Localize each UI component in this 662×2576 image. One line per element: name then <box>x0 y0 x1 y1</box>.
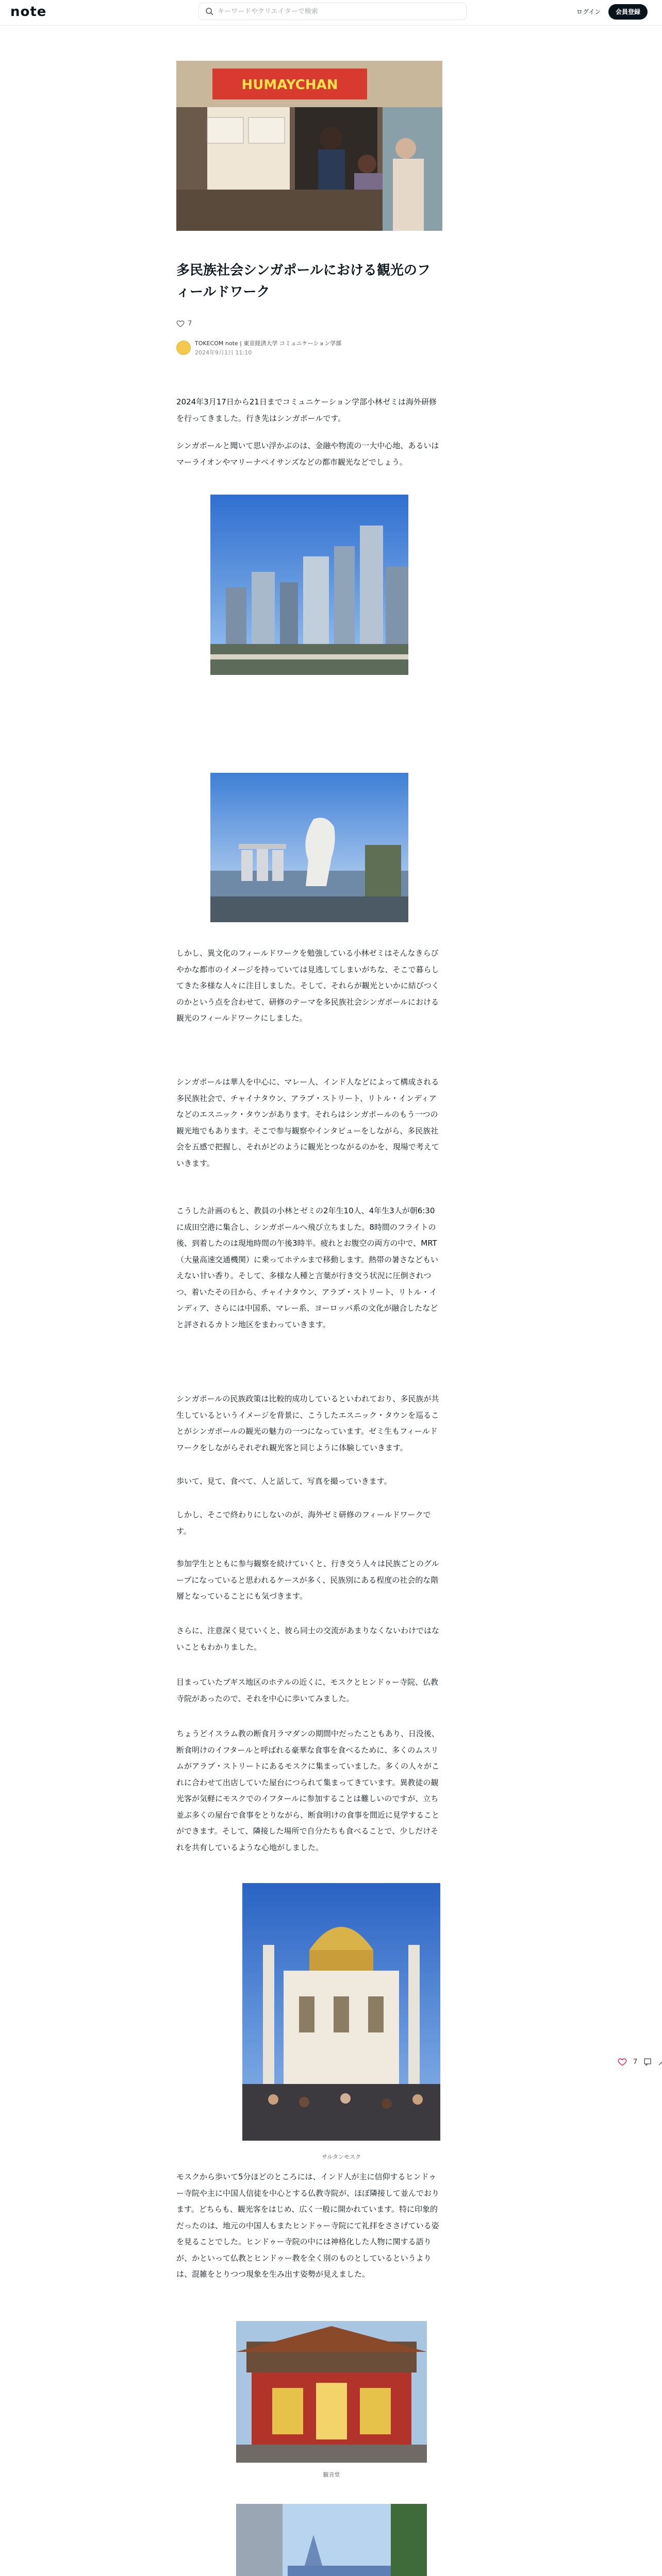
search-icon <box>205 7 213 15</box>
paragraph: ちょうどイスラム教の断食月ラマダンの期間中だったこともあり、日没後、断食明けのイフタールと呼ばれる豪華な食事を食べるために、多くのムスリムがアラブ・ストリートにあるモスクに集まっていました。多くの人々がこれに合わせて出店していた屋台につられて集まってきています。異教徒の観光客が気軽にモスクでのイフタールに参加することは難しいのですが、立ち並ぶ多くの屋台で食事をとりながら、断食明けの食事を間近に見学することができます。そして、隣接した場所で自分たちも食べることで、少しだけそれを共有しているような心地がしました。 <box>176 1729 440 1852</box>
paragraph: シンガポールは華人を中心に、マレー人、インド人などによって構成される多民族社会で、チャイナタウン、アラブ・ストリート、リトル・インディアなどのエスニック・タウンがあります。それらはシンガポールのもう一つの観光地でもあります。そこで参与観察やインタビューをしながら、多民族社会を五感で把握し、それがどのように観光とつながるのかを、現場で考えていきます。 <box>176 1077 439 1168</box>
skyline-photo <box>210 495 408 675</box>
paragraph: シンガポールと聞いて思い浮かぶのは、金融や物流の一大中心地、あるいはマーライオンやマリーナベイサンズなどの都市観光などでしょう。 <box>176 441 439 467</box>
heart-icon[interactable] <box>176 319 185 328</box>
photo-caption: サルタンモスク <box>321 2154 361 2160</box>
merlion-photo <box>210 773 408 922</box>
paragraph: しかし、異文化のフィールドワークを勉強している小林ゼミはそんなきらびやかな都市のイメージを持っていては見逃してしまいがちな、そこで暮らしてきた多様な人々に注目しました。そして、それらが観光といかに結びつくのかという点を合わせて、研修のテーマを多民族社会シンガポールにおける観光のフィールドワークにしました。 <box>176 948 439 1023</box>
publish-date: 2024年9月1日 11:10 <box>195 349 252 356</box>
mosque-photo <box>242 1883 440 2141</box>
author-name[interactable]: TOKECOM note | 東京経済大学 コミュニケーション学部 <box>195 340 342 347</box>
author-block[interactable] <box>176 339 341 357</box>
paragraph: 目まっていたブギス地区のホテルの近くに、モスクとヒンドゥー寺院、仏教寺院があったので、それを中心に歩いてみました。 <box>176 1677 438 1703</box>
paragraph: モスクから歩いて5分ほどのところには、インド人が主に信仰するヒンドゥー寺院や主に中国人信徒を中心とする仏教寺院が、ほぼ隣接して並んでおります。どちらも、観光客をはじめ、広く一般に開かれています。特に印象的だったのは、地元の中国人もまたヒンドゥー寺院にて礼拝をささげている姿を見ることでした。ヒンドゥー寺院の中には神格化した人物に関する語りが、かといって仏教とヒンドゥー教を全く別のものとしているというよりは、混雑をとりつつ現象を生み出す姿勢が見えました。 <box>176 2172 440 2279</box>
paragraph: 歩いて、見て、食べて、人と話して、写真を撮っていきます。 <box>176 1477 392 1486</box>
shop-sign: HUMAYCHAN <box>241 77 338 93</box>
login-button[interactable]: ログイン <box>576 8 601 15</box>
paragraph: こうした計画のもと、教員の小林とゼミの2年生10人、4年生3人が朝6:30に成田空港に集合し、シンガポールへ飛び立ちました。8時間のフライトの後、到着したのは現地時間の午後3時半。疲れとお腹空の両方の中で、MRT（大量高速交通機関）に乗ってホテルまで移動します。熱帯の暑さなどもいえない甘い香り。そして、多様な人種と言葉が行き交う状況に圧倒されつつ、着いたその日から、チャイナタウン、アラブ・ストリート、リトル・インディア、さらには中国系、マレー系、ヨーロッパ系の文化が融合したなどと評されるカトン地区をまわっていきます。 <box>176 1206 439 1329</box>
paragraph: しかし、そこで終わりにしないのが、海外ゼミ研修のフィールドワークです。 <box>176 1510 431 1536</box>
temple-photo-2 <box>236 2504 427 2576</box>
paragraph: 2024年3月17日から21日までコミュニケーション学部小林ゼミは海外研修を行ってきました。行き先はシンガポールです。 <box>176 397 437 423</box>
paragraph: 参加学生とともに参与観察を続けていくと、行き交う人々は民族ごとのグループになっていると思われるケースが多く、民族別にある程度の社会的な階層となっていることにも気づきます。 <box>176 1559 439 1601</box>
article-title: 多民族社会シンガポールにおける観光のフィールドワーク <box>176 263 431 300</box>
like-count: 7 <box>188 319 192 328</box>
floating-actions <box>618 2057 662 2066</box>
hero-image <box>176 61 442 231</box>
photo-caption: 観音堂 <box>323 2471 340 2478</box>
search-input[interactable] <box>218 8 455 15</box>
temple-photo-1 <box>236 2321 427 2463</box>
side-like-count: 7 <box>633 2058 638 2066</box>
top-header <box>0 0 662 26</box>
paragraph: シンガポールの民族政策は比較的成功しているといわれており、多民族が共生しているというイメージを背景に、こうしたエスニック・タウンを巡ることがシンガポールの観光の魅力の一つになっています。ゼミ生もフィールドワークをしながらそれぞれ観光客と同じように体験していきます。 <box>176 1394 439 1452</box>
comment-icon[interactable] <box>643 2058 652 2066</box>
paragraph: さらに、注意深く見ていくと、彼ら同士の交流があまりなくないわけではないこともわかりました。 <box>176 1626 440 1652</box>
heart-icon[interactable] <box>618 2057 627 2066</box>
avatar[interactable] <box>176 341 191 355</box>
share-icon[interactable] <box>658 2058 662 2066</box>
note-logo[interactable]: note <box>10 4 47 20</box>
signup-button[interactable]: 会員登録 <box>608 4 648 20</box>
like-area[interactable] <box>176 319 192 328</box>
search-box[interactable] <box>198 3 467 20</box>
